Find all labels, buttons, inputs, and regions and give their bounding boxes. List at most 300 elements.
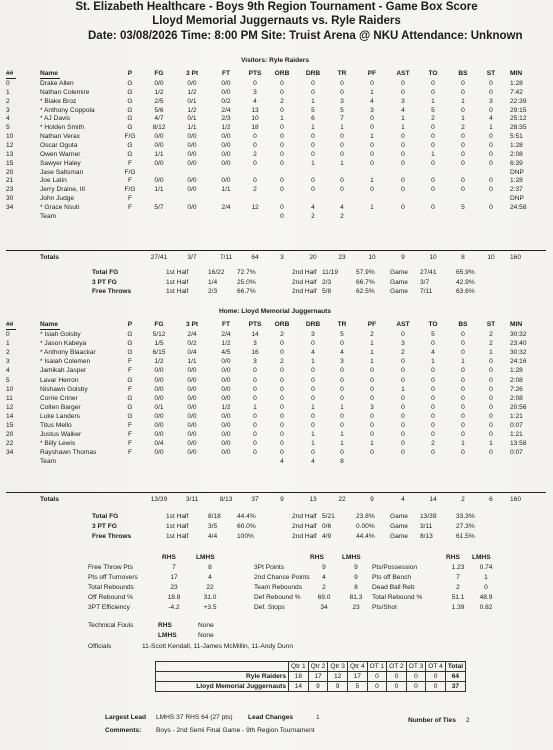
visitors-player-cell: G: [127, 88, 133, 96]
game-info: Date: 03/08/2026 Time: 8:00 PM Site: Truist Arena @ NKU Attendance: Unknown: [88, 30, 523, 42]
visitors-summary-cell: Total FG: [92, 269, 119, 276]
visitors-player-cell: 0: [489, 177, 493, 185]
team-stat-lmhs: 0: [484, 584, 488, 591]
score-by-quarter-table: [155, 661, 466, 692]
visitors-player-cell: 5: [6, 124, 10, 132]
visitors-player-cell: 1: [311, 124, 315, 132]
team-stat-label: Free Throw Pts: [88, 564, 133, 571]
visitors-player-cell: 0: [431, 177, 435, 185]
home-player-cell: 0: [401, 403, 405, 411]
tech-value: None: [198, 622, 214, 629]
home-player-cell: 2: [401, 349, 405, 357]
visitors-player-cell: 23: [6, 186, 14, 194]
home-player-cell: 0: [253, 449, 257, 457]
visitors-player-cell: 18: [251, 124, 259, 132]
visitors-player-cell: 1: [370, 203, 374, 211]
visitors-summary-cell: 1st Half: [166, 269, 189, 276]
visitors-player-cell: 0/1: [187, 97, 197, 105]
home-player-cell: 0: [280, 349, 284, 357]
visitors-player-cell: 0/0: [187, 150, 197, 158]
home-player-cell: 0: [401, 367, 405, 375]
home-player-cell: 0/0: [221, 385, 231, 393]
home-col-8: DRB: [305, 321, 321, 328]
home-player-cell: 0/0: [221, 431, 231, 439]
visitors-player-cell: 28:35: [510, 124, 527, 132]
visitors-player-cell: 0: [461, 141, 465, 149]
visitors-player-cell: DNP: [510, 195, 524, 203]
home-summary-cell: 3/5: [208, 523, 218, 530]
team-stat-lmhs: 23: [352, 604, 360, 611]
visitors-player-cell: 1/2: [221, 124, 231, 132]
home-player-cell: 0: [431, 422, 435, 429]
home-player-cell: 0: [489, 449, 493, 457]
quarter-team-row: [156, 682, 466, 692]
visitors-col-8: DRB: [305, 70, 321, 77]
home-player-cell: 0: [401, 440, 405, 448]
visitors-player-cell: 0/0: [221, 150, 231, 158]
visitors-player-cell: 0/0: [154, 80, 164, 87]
home-player-cell: 3: [253, 358, 257, 366]
home-summary-cell: 60.0%: [237, 523, 256, 530]
team-stat-label: Def Rebound %: [254, 594, 301, 601]
visitors-player-cell: 0: [489, 80, 493, 87]
visitors-player-cell: 0: [461, 88, 465, 96]
quarter-team-name: Ryle Raiders: [156, 672, 289, 682]
home-summary-cell: 2nd Half: [292, 523, 317, 530]
visitors-totals-cell: Totals: [40, 254, 59, 261]
visitors-player-cell: G: [127, 106, 133, 114]
team-stats-header-rhs: RHS: [446, 554, 460, 561]
team-stat-rhs: 2: [322, 584, 326, 591]
team-stat-lmhs: 9: [354, 574, 358, 581]
team-stat-label: Pts off Bench: [372, 574, 412, 581]
team-stat-label: Pts/Shot: [372, 604, 397, 611]
home-player-cell: 5/12: [152, 331, 166, 338]
visitors-player-cell: 5/7: [154, 203, 164, 211]
home-player-cell: 0/4: [154, 440, 164, 448]
team-stat-lmhs: 0.82: [479, 604, 493, 611]
home-player-cell: 0: [280, 376, 284, 384]
quarter-header-cell: Qtr 3: [328, 662, 348, 672]
team-stat-lmhs: 4: [208, 574, 212, 581]
visitors-player-cell: 0: [340, 150, 344, 158]
home-player-cell: 0: [340, 422, 344, 429]
home-player-cell: 0: [461, 385, 465, 393]
visitors-totals-cell: 27/41: [150, 254, 168, 261]
home-summary-cell: 1st Half: [166, 523, 189, 530]
visitors-player-cell: 5: [431, 106, 435, 114]
home-player-cell: 1: [431, 358, 435, 366]
visitors-col-12: TO: [428, 70, 438, 77]
quarter-score: 17: [308, 672, 328, 682]
home-player-cell: 0: [401, 449, 405, 457]
quarter-score: 18: [289, 672, 309, 682]
home-totals-cell: Totals: [40, 496, 59, 503]
visitors-player-cell: 0: [401, 88, 405, 96]
tech-value: None: [198, 632, 214, 639]
home-player-cell: 1: [370, 358, 374, 366]
home-player-cell: 0: [431, 385, 435, 393]
visitors-player-cell: 1:28: [510, 141, 523, 149]
quarter-team-row: [156, 672, 466, 682]
visitors-player-cell: 0: [280, 141, 284, 149]
visitors-player-cell: 10: [6, 133, 14, 141]
visitors-player-cell: 1/2: [154, 88, 164, 96]
visitors-col-5: FT: [221, 70, 231, 77]
team-stat-label: 3PT Efficiency: [88, 604, 130, 611]
quarter-header-cell: OT 1: [367, 662, 387, 672]
home-player-cell: 0: [489, 358, 493, 366]
visitors-totals-cell: 3: [280, 254, 284, 261]
visitors-player-cell: 0: [461, 177, 465, 185]
visitors-totals-cell: 64: [251, 254, 259, 261]
home-col-3: FG: [154, 321, 164, 328]
visitors-totals-cell: 10: [368, 254, 376, 261]
home-player-cell: 4: [311, 458, 315, 466]
visitors-player-cell: 0: [311, 133, 315, 141]
home-player-cell: 0: [311, 449, 315, 457]
visitors-player-cell: 0/0: [187, 133, 197, 141]
visitors-player-cell: 13: [251, 106, 259, 114]
team-stat-rhs: 7: [172, 564, 176, 571]
visitors-player-cell: 1:28: [510, 177, 523, 185]
visitors-player-name: * Anthony Coppola: [40, 106, 95, 114]
visitors-player-cell: 1/2: [187, 106, 197, 114]
visitors-summary-cell: 25.0%: [237, 278, 256, 286]
quarter-header-cell: Qtr 1: [289, 662, 309, 672]
visitors-player-cell: 13: [6, 150, 14, 158]
team-stat-label: Off Rebound %: [88, 594, 133, 601]
visitors-player-cell: F/G: [124, 186, 136, 194]
home-summary-cell: 0/6: [322, 523, 332, 530]
home-player-name: Justus Walker: [40, 431, 82, 439]
lead-changes-value: 1: [316, 714, 320, 721]
team-stat-rhs: 4: [322, 574, 326, 581]
quarter-score: 12: [328, 672, 348, 682]
home-col-5: FT: [221, 321, 231, 328]
visitors-player-cell: 3: [401, 97, 405, 105]
home-player-cell: 1/1: [187, 358, 197, 366]
visitors-player-cell: 5:51: [510, 133, 523, 141]
visitors-player-cell: 0: [253, 177, 257, 185]
home-player-cell: 0: [401, 394, 405, 402]
visitors-player-cell: 0: [311, 141, 315, 149]
comments-label: Comments:: [105, 727, 142, 734]
home-col-12: TO: [428, 321, 438, 328]
home-player-cell: 2: [489, 340, 493, 348]
visitors-player-cell: 4: [6, 115, 10, 123]
visitors-player-name: * Holden Smith: [40, 124, 84, 132]
home-player-cell: 0: [401, 412, 405, 420]
visitors-player-cell: 1: [401, 124, 405, 132]
team-stat-lmhs: 22: [206, 584, 214, 591]
home-player-cell: 0: [461, 376, 465, 384]
visitors-player-cell: 0: [489, 106, 493, 114]
home-player-cell: G: [127, 349, 133, 357]
home-player-cell: 0: [340, 449, 344, 457]
visitors-player-cell: 0/0: [187, 177, 197, 185]
visitors-player-cell: 0: [401, 159, 405, 167]
team-stat-lmhs: 48.9: [479, 594, 493, 601]
visitors-player-cell: 0: [280, 177, 284, 185]
home-player-name: Jamikah Jasper: [40, 367, 87, 375]
quarter-score: 0: [367, 672, 387, 682]
home-player-cell: 0/0: [154, 422, 164, 429]
home-player-cell: 0: [280, 340, 284, 348]
visitors-player-cell: 0: [461, 80, 465, 87]
visitors-summary-cell: 42.9%: [456, 278, 475, 286]
visitors-player-cell: G: [127, 141, 133, 149]
home-player-cell: 0/0: [221, 449, 231, 457]
quarter-score: 0: [426, 682, 446, 692]
home-summary-cell: 5/21: [322, 513, 335, 520]
visitors-player-cell: 0: [370, 186, 374, 194]
home-player-cell: 4: [280, 458, 284, 466]
home-player-cell: 0: [311, 385, 315, 393]
quarter-header-cell: OT 4: [426, 662, 446, 672]
home-summary-cell: Free Throws: [92, 533, 132, 540]
visitors-player-cell: F/G: [124, 168, 136, 176]
visitors-totals-cell: 9: [401, 254, 405, 261]
visitors-player-cell: 4: [253, 97, 257, 105]
home-player-cell: 0/0: [187, 367, 197, 375]
home-player-cell: 0: [431, 449, 435, 457]
visitors-col-9: TR: [337, 70, 347, 77]
home-player-cell: 1: [6, 340, 10, 348]
home-player-name: * Isaiah Colemen: [40, 358, 91, 366]
home-totals-cell: 160: [510, 496, 522, 503]
visitors-player-cell: F: [127, 195, 133, 203]
visitors-player-cell: 0: [340, 177, 344, 185]
team-stat-label: 2nd Chance Points: [254, 574, 310, 581]
visitors-summary-cell: 1/4: [208, 278, 218, 286]
home-player-name: * Jason Kabeya: [40, 340, 87, 348]
visitors-col-4: 3 Pt: [185, 70, 199, 77]
home-player-cell: 34: [6, 449, 14, 457]
home-player-cell: 0: [253, 440, 257, 448]
visitors-totals-cell: 23: [338, 254, 346, 261]
visitors-player-name: Nathan Verax: [40, 133, 80, 141]
quarter-score: 5: [347, 682, 367, 692]
visitors-player-cell: 0: [431, 133, 435, 141]
quarter-score: 0: [367, 682, 387, 692]
visitors-summary-cell: 66.7%: [237, 288, 256, 295]
home-player-cell: 1:28: [510, 367, 523, 375]
home-player-cell: 0: [311, 422, 315, 429]
quarter-score: 0: [387, 682, 407, 692]
visitors-player-cell: 0: [401, 150, 405, 158]
home-totals-cell: 13: [309, 496, 317, 503]
home-player-cell: 0: [461, 422, 465, 429]
home-player-cell: 1/2: [221, 340, 231, 348]
visitors-player-cell: 0: [401, 203, 405, 211]
home-summary-cell: 33.3%: [456, 513, 475, 520]
num-underline: [6, 78, 16, 79]
visitors-player-cell: 0/2: [221, 97, 231, 105]
team-stat-rhs: 18.8: [167, 594, 181, 601]
visitors-player-cell: 0: [280, 186, 284, 194]
name-underline: [40, 329, 60, 330]
quarter-header-cell: [156, 662, 289, 672]
visitors-player-name: * Grace Nsuti: [40, 203, 80, 211]
home-player-cell: 30:32: [510, 331, 527, 338]
home-player-cell: 1: [311, 358, 315, 366]
home-player-cell: 1: [311, 403, 315, 411]
home-player-cell: 0: [340, 385, 344, 393]
home-player-cell: 1/2: [154, 358, 164, 366]
visitors-player-cell: 12: [6, 141, 14, 149]
home-totals-cell: 14: [429, 496, 437, 503]
home-player-cell: 0: [280, 403, 284, 411]
home-summary-cell: 27.3%: [456, 523, 475, 530]
home-player-cell: 0/0: [187, 385, 197, 393]
home-player-cell: F: [127, 440, 133, 448]
visitors-player-cell: 0/0: [221, 177, 231, 185]
visitors-player-cell: 0/0: [154, 159, 164, 167]
home-player-cell: 1: [461, 358, 465, 366]
home-player-cell: 0/0: [187, 394, 197, 402]
home-player-cell: 0: [431, 376, 435, 384]
home-player-cell: 22: [6, 440, 14, 448]
largest-lead-value: LMHS 37 RHS 64 (27 pts): [156, 714, 233, 721]
home-player-cell: 0: [461, 340, 465, 348]
visitors-player-cell: 0: [489, 159, 493, 167]
home-player-cell: 0: [280, 431, 284, 439]
visitors-player-cell: 29:15: [510, 106, 527, 114]
home-player-cell: 0/0: [154, 394, 164, 402]
home-player-cell: 0: [489, 422, 493, 429]
visitors-totals-cell: 160: [510, 254, 522, 261]
team-stat-rhs: -4.2: [168, 604, 180, 611]
visitors-player-cell: 2: [253, 150, 257, 158]
home-player-cell: 0: [401, 376, 405, 384]
home-player-cell: F: [127, 367, 133, 375]
visitors-player-cell: 10: [251, 115, 259, 123]
home-totals-cell: 6: [489, 496, 493, 503]
visitors-player-cell: 0: [461, 186, 465, 194]
quarter-score: 0: [426, 672, 446, 682]
team-stats-header-lmhs: LMHS: [472, 554, 491, 561]
visitors-player-cell: 3: [340, 97, 344, 105]
visitors-player-cell: 0/0: [187, 186, 197, 194]
home-player-cell: 0: [280, 440, 284, 448]
quarter-header-cell: Total: [445, 662, 465, 672]
home-player-cell: 2:08: [510, 394, 523, 402]
visitors-player-cell: 2:08: [510, 150, 523, 158]
visitors-player-name: * Blake Broz: [40, 97, 77, 105]
team-stat-rhs: 1.39: [451, 604, 465, 611]
visitors-player-cell: 0: [401, 141, 405, 149]
visitors-player-cell: 0: [489, 133, 493, 141]
home-player-cell: 0: [253, 431, 257, 439]
comments-value: Boys - 2nd Semi Final Game - 9th Region Tournament: [156, 727, 315, 734]
visitors-player-cell: 4/7: [154, 115, 164, 123]
visitors-player-cell: 0/0: [187, 203, 197, 211]
home-player-name: * Isiah Golsby: [40, 331, 81, 338]
visitors-player-cell: G: [127, 97, 133, 105]
quarter-score: 0: [406, 682, 426, 692]
visitors-player-cell: 0: [401, 133, 405, 141]
home-player-cell: 0/0: [221, 367, 231, 375]
visitors-player-cell: 0: [489, 150, 493, 158]
visitors-player-cell: 2: [431, 115, 435, 123]
visitors-player-cell: 2: [311, 212, 315, 220]
team-stats-header-rhs: RHS: [310, 554, 324, 561]
home-player-cell: 0: [253, 394, 257, 402]
home-player-cell: 0/0: [221, 394, 231, 402]
home-player-cell: 1: [489, 440, 493, 448]
visitors-player-cell: 21: [6, 177, 14, 185]
home-player-cell: 0: [311, 394, 315, 402]
home-totals-cell: 37: [251, 496, 259, 503]
visitors-totals-cell: 3/7: [187, 254, 197, 261]
home-col-15: MIN: [510, 321, 523, 328]
visitors-player-cell: 0: [280, 150, 284, 158]
visitors-player-name: John Judge: [40, 195, 75, 203]
visitors-player-cell: 0: [431, 88, 435, 96]
visitors-summary-cell: 2/3: [208, 288, 218, 295]
visitors-summary-cell: Free Throws: [92, 288, 132, 295]
visitors-player-cell: 0: [340, 186, 344, 194]
home-player-cell: 8: [340, 458, 344, 466]
home-player-cell: 16: [251, 349, 259, 357]
team-stat-lmhs: 8: [208, 564, 212, 571]
team-stat-rhs: 9: [322, 564, 326, 571]
visitors-player-cell: 2: [6, 97, 10, 105]
visitors-player-cell: 25:12: [510, 115, 527, 123]
visitors-player-cell: 0: [340, 133, 344, 141]
home-player-cell: 3: [253, 340, 257, 348]
home-player-cell: 2: [280, 331, 284, 338]
visitors-player-cell: 4: [340, 203, 344, 211]
visitors-summary-cell: 57.9%: [356, 269, 375, 276]
visitors-summary-cell: 1st Half: [166, 288, 189, 295]
visitors-player-cell: 24:58: [510, 203, 527, 211]
visitors-player-cell: 4: [370, 97, 374, 105]
visitors-player-name: Nathan Colemire: [40, 88, 90, 96]
visitors-player-cell: 34: [6, 203, 14, 211]
visitors-player-cell: 2: [280, 97, 284, 105]
home-player-name: * Billy Lewis: [40, 440, 76, 448]
home-player-cell: 0: [370, 431, 374, 439]
visitors-player-cell: 1: [431, 150, 435, 158]
home-player-cell: 3: [6, 358, 10, 366]
visitors-player-cell: 1: [280, 115, 284, 123]
team-stat-label: Pts off Turnovers: [88, 574, 138, 581]
home-player-cell: 0: [401, 431, 405, 439]
technical-fouls-label: Technical Fouls: [88, 622, 134, 629]
home-totals-cell: 8/13: [219, 496, 233, 503]
visitors-player-cell: 0: [370, 115, 374, 123]
quarter-header-cell: Qtr 2: [308, 662, 328, 672]
visitors-player-cell: 0/0: [154, 141, 164, 149]
visitors-player-cell: 0: [461, 133, 465, 141]
ties-value: 2: [466, 717, 470, 724]
home-summary-cell: 44.4%: [237, 513, 256, 520]
team-stat-lmhs: 0.74: [479, 564, 493, 571]
visitors-summary-cell: 3 PT FG: [92, 278, 117, 286]
visitors-player-name: Drake Allen: [40, 80, 74, 87]
home-player-cell: 1/5: [154, 340, 164, 348]
home-player-cell: 1: [489, 349, 493, 357]
visitors-player-cell: 0: [431, 141, 435, 149]
visitors-player-cell: 0/0: [154, 177, 164, 185]
home-player-cell: 0: [431, 431, 435, 439]
visitors-player-cell: 0: [280, 133, 284, 141]
visitors-summary-cell: 1st Half: [166, 278, 189, 286]
home-player-cell: 0/0: [154, 449, 164, 457]
team-stat-lmhs: 9: [354, 564, 358, 571]
